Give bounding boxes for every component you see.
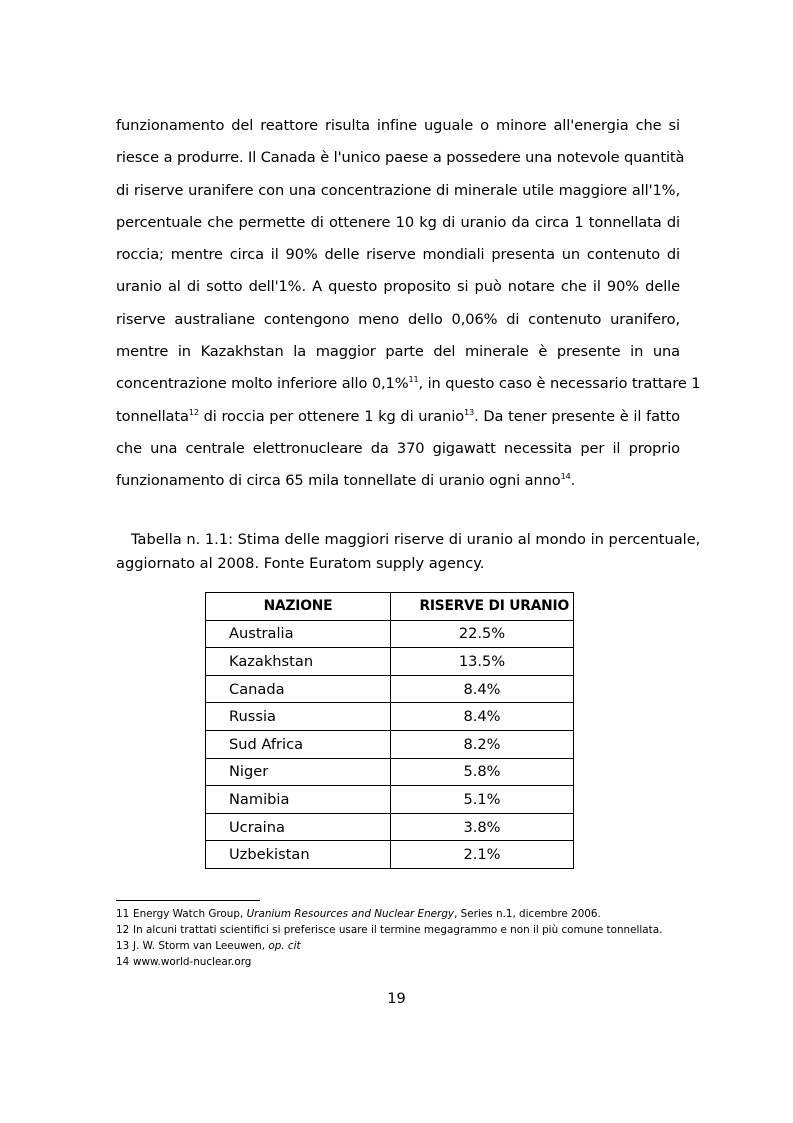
header-riserve: RISERVE DI URANIO [391, 593, 574, 621]
footnote-number: 13 [116, 940, 130, 952]
footnote-title: op. cit [268, 940, 301, 952]
table-row [206, 758, 574, 786]
body-line [116, 368, 701, 400]
footnote-text: Energy Watch Group, [133, 908, 247, 920]
reserve-cell: 2.1% [391, 841, 574, 869]
footnote-title: Uranium Resources and Nuclear Energy [246, 908, 455, 920]
body-text-segment: funzionamento di circa 65 mila tonnellate di uranio ogni anno [116, 472, 561, 490]
page-number: 19 [387, 990, 406, 1007]
table-row [206, 730, 574, 758]
footnote-11 [116, 906, 696, 922]
footnote-12 [116, 922, 696, 938]
footnote-link[interactable]: www.world-nuclear.org [133, 956, 252, 968]
body-line: riesce a produrre. Il Canada è l'unico paese a possedere una notevole quantità [116, 149, 685, 167]
body-line: uranio al di sotto dell'1%. A questo proposito si può notare che il 90% delle [116, 278, 680, 296]
body-line: riserve australiane contengono meno dello 0,06% di contenuto uranifero, [116, 310, 680, 328]
body-line: di riserve uranifere con una concentrazione di minerale utile maggiore all'1%, [116, 181, 680, 199]
country-cell: Uzbekistan [206, 841, 391, 869]
footnotes [116, 906, 696, 970]
country-cell: Sud Africa [206, 730, 391, 758]
footnote-ref[interactable]: 13 [464, 407, 475, 417]
body-line [116, 465, 680, 497]
body-line: mentre in Kazakhstan la maggior parte del minerale è presente in una [116, 343, 680, 361]
reserve-cell: 8.2% [391, 730, 574, 758]
reserve-cell: 8.4% [391, 703, 574, 731]
table-row [206, 813, 574, 841]
footnote-ref[interactable]: 11 [408, 375, 419, 385]
country-cell: Niger [206, 758, 391, 786]
body-line: roccia; mentre circa il 90% delle riserve mondiali presenta un contenuto di [116, 246, 680, 264]
country-cell: Kazakhstan [206, 648, 391, 676]
footnote-number: 12 [116, 924, 130, 936]
caption-line: aggiornato al 2008. Fonte Euratom supply agency. [116, 555, 485, 572]
header-nazione: NAZIONE [206, 593, 391, 621]
footnote-text: J. W. Storm van Leeuwen, [133, 940, 269, 952]
footnote-text: In alcuni trattati scientifici si preferisce usare il termine megagrammo e non il più comune tonnellata. [133, 924, 663, 936]
reserve-cell: 5.1% [391, 786, 574, 814]
country-cell: Ucraina [206, 813, 391, 841]
table-row [206, 703, 574, 731]
body-line: funzionamento del reattore risulta infine uguale o minore all'energia che si [116, 117, 680, 134]
body-line: che una centrale elettronucleare da 370 gigawatt necessita per il proprio [116, 439, 680, 457]
body-line: percentuale che permette di ottenere 10 kg di uranio da circa 1 tonnellata di [116, 213, 680, 231]
body-text-segment: tonnellata [116, 407, 189, 425]
country-cell: Namibia [206, 786, 391, 814]
table-header-row [206, 593, 574, 621]
body-paragraph [116, 110, 701, 498]
table-row [206, 841, 574, 869]
footnote-number: 11 [116, 908, 130, 920]
footnote-14 [116, 954, 696, 970]
reserve-cell: 13.5% [391, 648, 574, 676]
uranium-reserves-table [205, 592, 574, 869]
reserve-cell: 8.4% [391, 675, 574, 703]
footnote-text: , Series n.1, dicembre 2006. [454, 908, 601, 920]
table-row [206, 648, 574, 676]
reserve-cell: 22.5% [391, 620, 574, 648]
reserve-cell: 5.8% [391, 758, 574, 786]
table-row [206, 620, 574, 648]
table-row [206, 675, 574, 703]
caption-line: Tabella n. 1.1: Stima delle maggiori riserve di uranio al mondo in percentuale, [131, 531, 701, 548]
country-cell: Canada [206, 675, 391, 703]
body-text-segment: . Da tener presente è il fatto [474, 407, 680, 425]
body-text-segment: . [570, 472, 576, 490]
table-row [206, 786, 574, 814]
body-text-segment: concentrazione molto inferiore allo 0,1% [116, 375, 409, 393]
footnote-ref[interactable]: 12 [188, 407, 199, 417]
footnote-divider [116, 900, 260, 901]
footnote-number: 14 [116, 956, 130, 968]
country-cell: Australia [206, 620, 391, 648]
table-caption [116, 528, 701, 576]
body-text-segment: , in questo caso è necessario trattare 1 [418, 375, 701, 393]
body-text-segment: di roccia per ottenere 1 kg di uranio [198, 407, 465, 425]
reserve-cell: 3.8% [391, 813, 574, 841]
footnote-ref[interactable]: 14 [560, 472, 571, 482]
country-cell: Russia [206, 703, 391, 731]
body-line [116, 401, 680, 433]
footnote-13 [116, 938, 696, 954]
